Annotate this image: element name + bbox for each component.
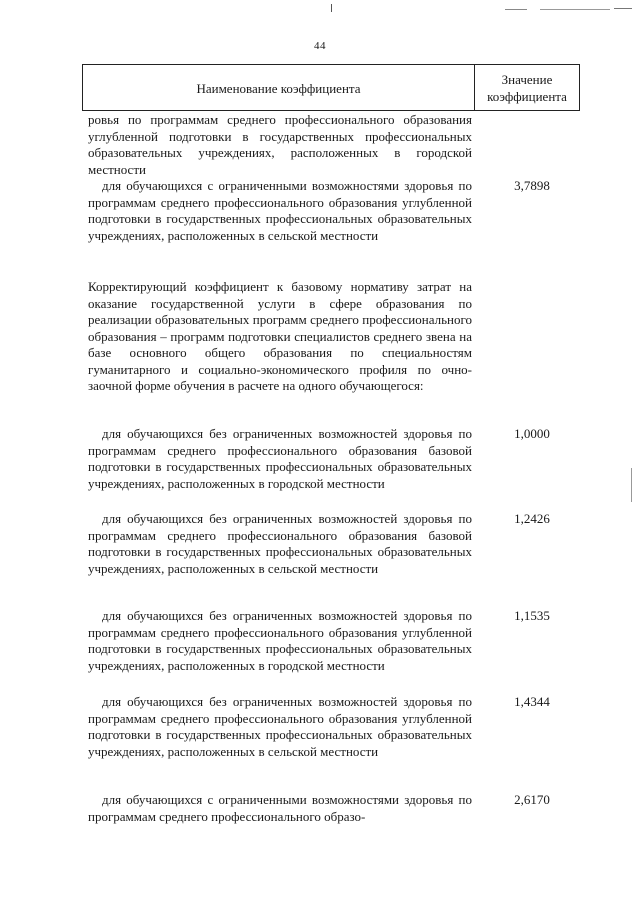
coefficient-value: 2,6170: [514, 792, 550, 807]
table-row: [88, 694, 580, 760]
scan-mark: [331, 4, 332, 12]
coefficient-name: ровья по программам среднего профессионального образования углубленной подготовки в государственных профессиональных образовательных учреждениях, расположенных в городской местности: [88, 112, 472, 177]
column-header-value: Значение коэффициента: [487, 71, 567, 104]
coefficient-name: для обучающихся без ограниченных возможностей здоровья по программам среднего профессионального образования углубленной подготовки в государственных профессиональных образовательных учреждениях, расположенных в городской местности: [88, 608, 472, 673]
table-row: [88, 178, 580, 244]
coefficient-name: для обучающихся с ограниченными возможностями здоровья по программам среднего профессионального образо-: [88, 792, 472, 824]
page-number: 44: [314, 40, 326, 52]
coefficient-name: для обучающихся с ограниченными возможностями здоровья по программам среднего профессионального образования углубленной подготовки в государственных профессиональных образовательных учреждениях, расположенных в сельской местности: [88, 178, 472, 243]
coefficient-name: для обучающихся без ограниченных возможностей здоровья по программам среднего профессионального образования базовой подготовки в государственных профессиональных образовательных учреждениях, расположенных в городской местности: [88, 426, 472, 491]
table-row: [88, 511, 580, 577]
coefficient-group-title: Корректирующий коэффициент к базовому нормативу затрат на оказание государственной услуги в сфере образования по реализации образовательных программ среднего профессионального образования – программ подготовки специалистов среднего звена на базе основного общего образования по специальностям гуманитарного и социально-экономического профиля по очно-заочной форме обучения в расчете на одного обучающегося:: [88, 279, 472, 393]
scan-mark: [614, 8, 632, 9]
coefficient-value: 1,4344: [514, 694, 550, 709]
table-row: [88, 792, 580, 825]
coefficient-value: 3,7898: [514, 178, 550, 193]
scan-mark: [540, 9, 610, 10]
scan-mark: [631, 468, 632, 502]
coefficient-value: 1,1535: [514, 608, 550, 623]
coefficient-name: для обучающихся без ограниченных возможностей здоровья по программам среднего профессионального образования углубленной подготовки в государственных профессиональных образовательных учреждениях, расположенных в сельской местности: [88, 694, 472, 759]
table-row: [88, 112, 580, 178]
table-row: [88, 279, 580, 395]
coefficient-name: для обучающихся без ограниченных возможностей здоровья по программам среднего профессионального образования базовой подготовки в государственных профессиональных образовательных учреждениях, расположенных в сельской местности: [88, 511, 472, 576]
coefficient-value: 1,0000: [514, 426, 550, 441]
column-header-name: Наименование коэффициента: [196, 80, 361, 96]
table-row: [88, 608, 580, 674]
scan-mark: [505, 9, 527, 10]
coefficient-value: 1,2426: [514, 511, 550, 526]
table-header: [82, 64, 580, 111]
table-row: [88, 426, 580, 492]
